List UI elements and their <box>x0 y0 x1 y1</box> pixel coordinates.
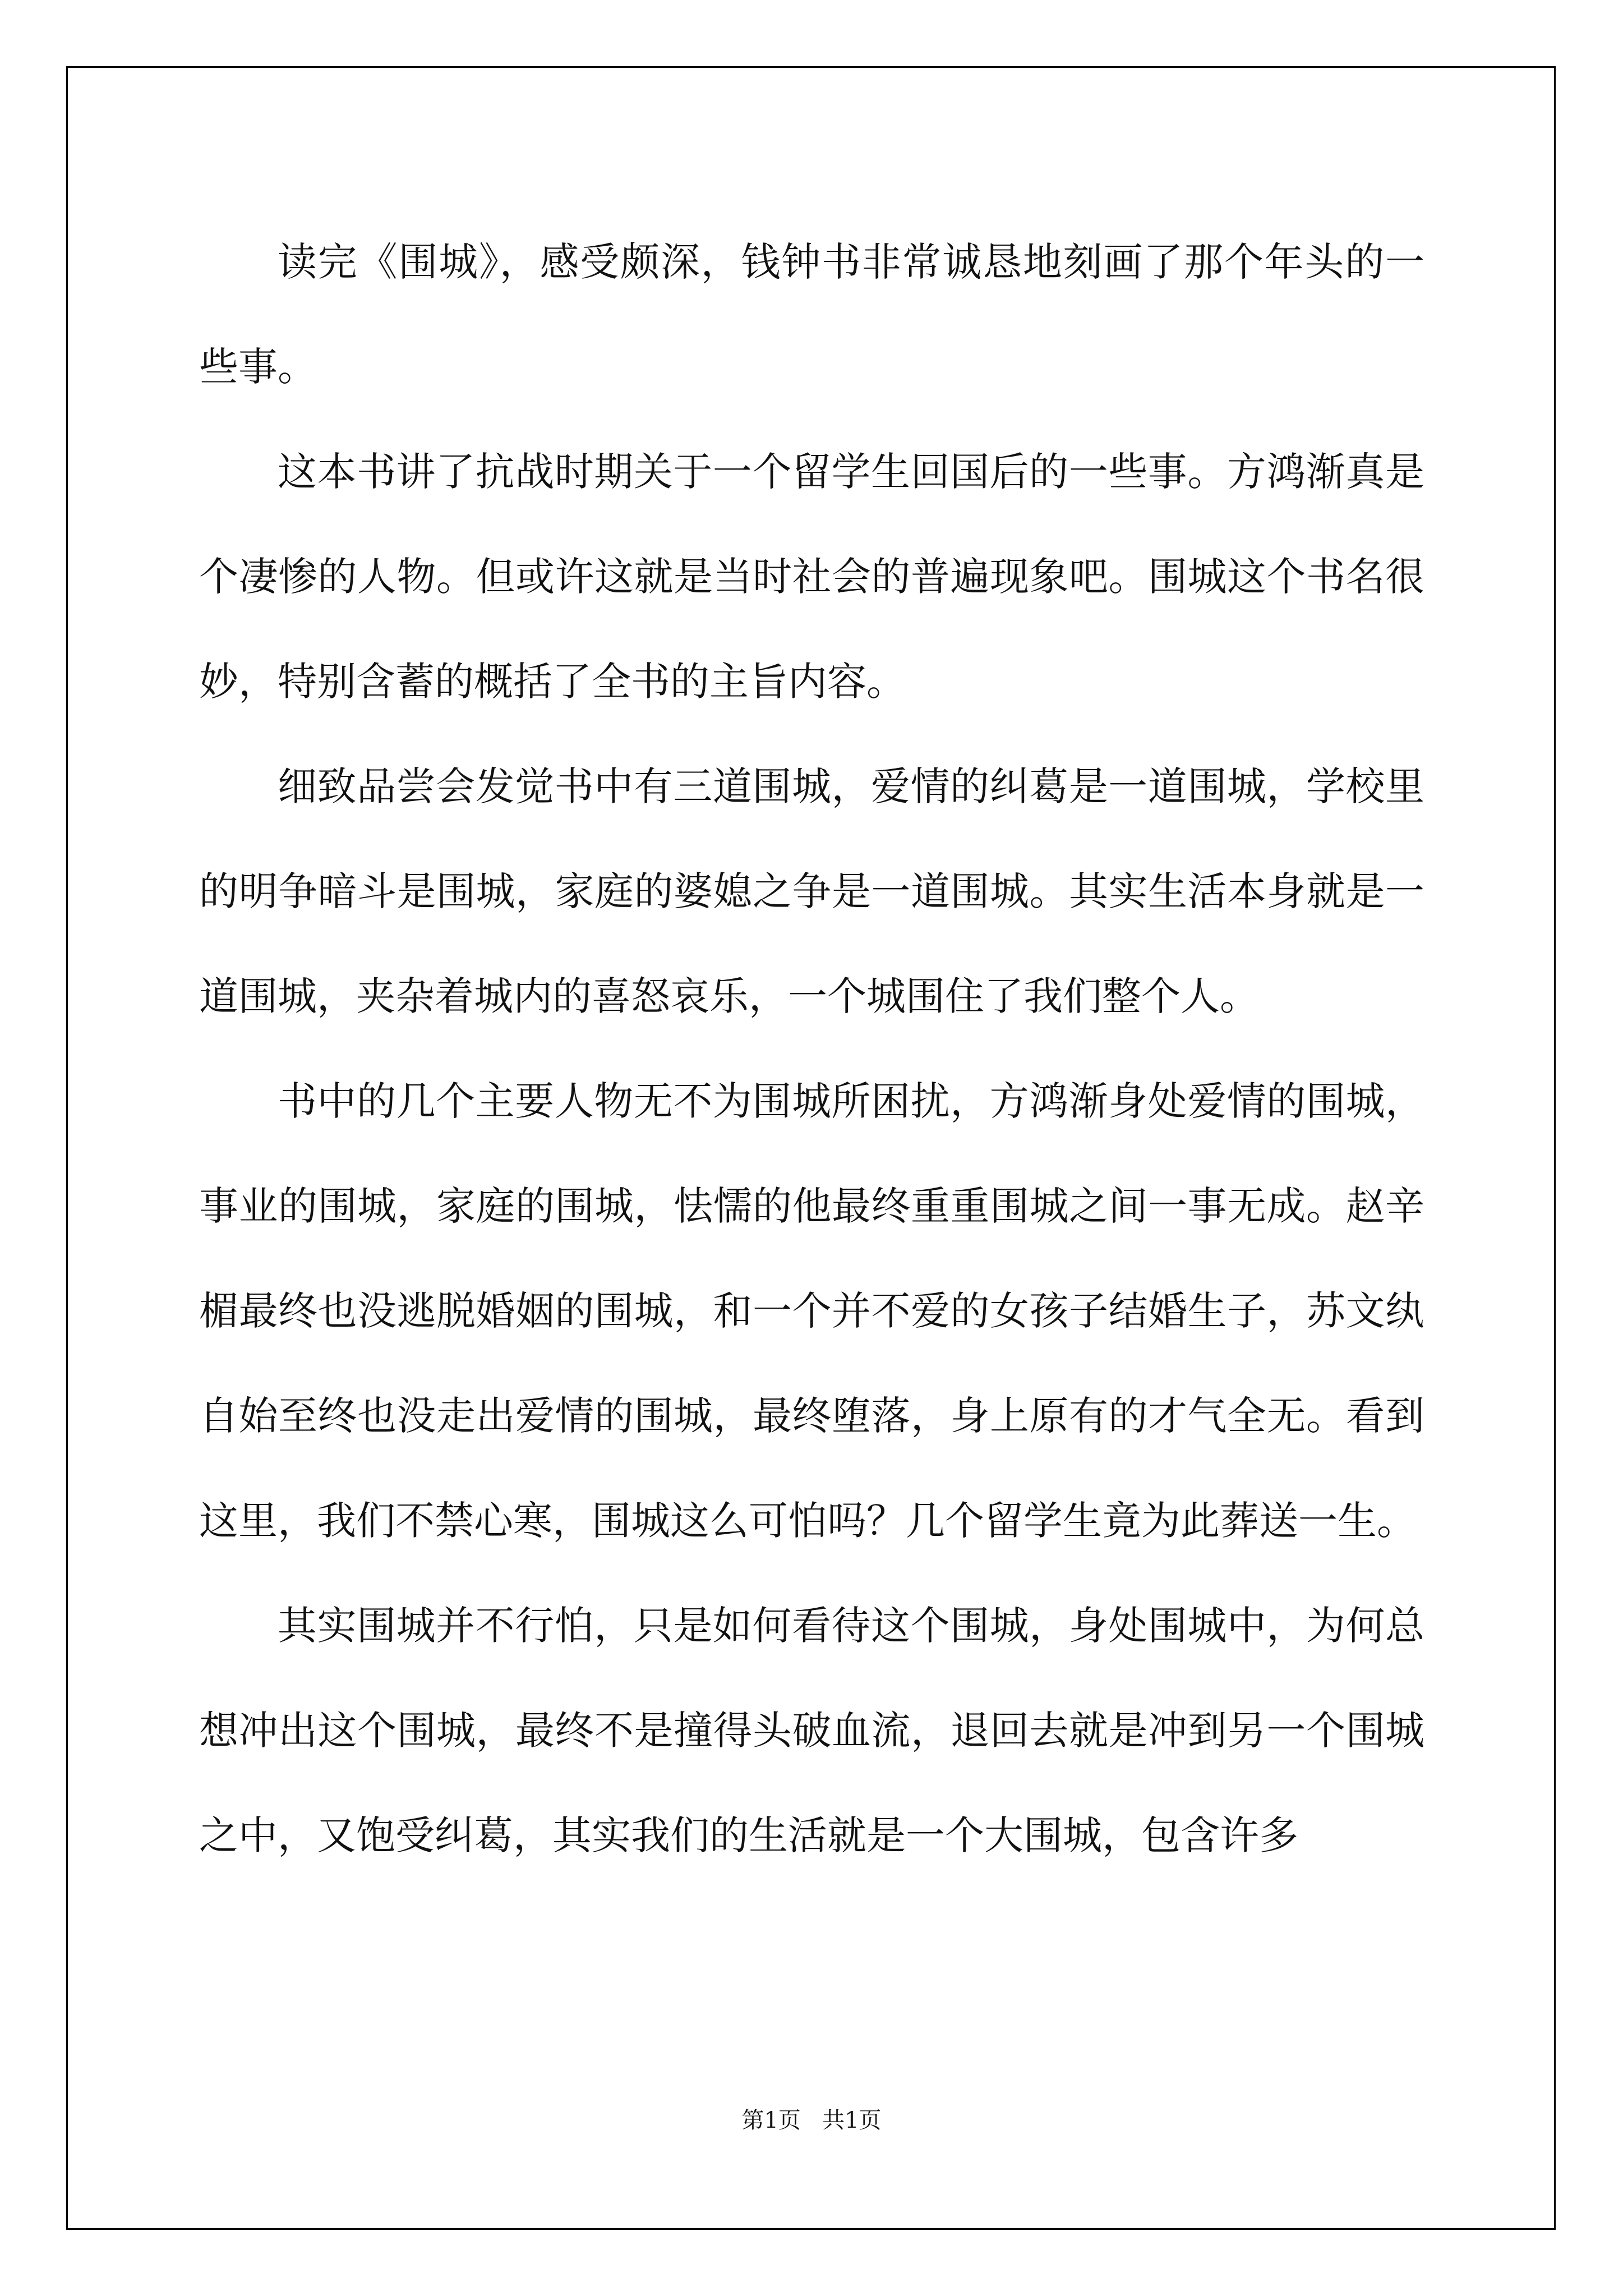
page-number-current: 第1页 <box>741 2108 801 2133</box>
paragraph-2: 这本书讲了抗战时期关于一个留学生回国后的一些事。方鸿渐真是个凄惨的人物。但或许这就是当时社会的普遍现象吧。围城这个书名很妙，特别含蓄的概括了全书的主旨内容。 <box>199 449 1424 705</box>
paragraph-4: 书中的几个主要人物无不为围城所困扰，方鸿渐身处爱情的围城，事业的围城，家庭的围城，怯懦的他最终重重围城之间一事无成。赵辛楣最终也没逃脱婚姻的围城，和一个并不爱的女孩子结婚生子，苏文纨自始至终也没走出爱情的围城，最终堕落，身上原有的才气全无。看到这里，我们不禁心寒，围城这么可怕吗？几个留学生竟为此葬送一生。 <box>199 1078 1424 1544</box>
paragraph-1: 读完《围城》，感受颇深，钱钟书非常诚恳地刻画了那个年头的一些事。 <box>199 239 1424 390</box>
page-number-total: 共1页 <box>822 2108 882 2133</box>
page-footer <box>0 2102 1623 2134</box>
paragraph-5: 其实围城并不行怕，只是如何看待这个围城，身处围城中，为何总想冲出这个围城，最终不是撞得头破血流，退回去就是冲到另一个围城之中，又饱受纠葛，其实我们的生活就是一个大围城，包含许多 <box>199 1603 1424 1858</box>
footer-spacer <box>801 2108 822 2133</box>
paragraph-3: 细致品尝会发觉书中有三道围城，爱情的纠葛是一道围城，学校里的明争暗斗是围城，家庭的婆媳之争是一道围城。其实生活本身就是一道围城，夹杂着城内的喜怒哀乐，一个城围住了我们整个人。 <box>199 763 1424 1019</box>
document-body <box>199 210 1424 1888</box>
